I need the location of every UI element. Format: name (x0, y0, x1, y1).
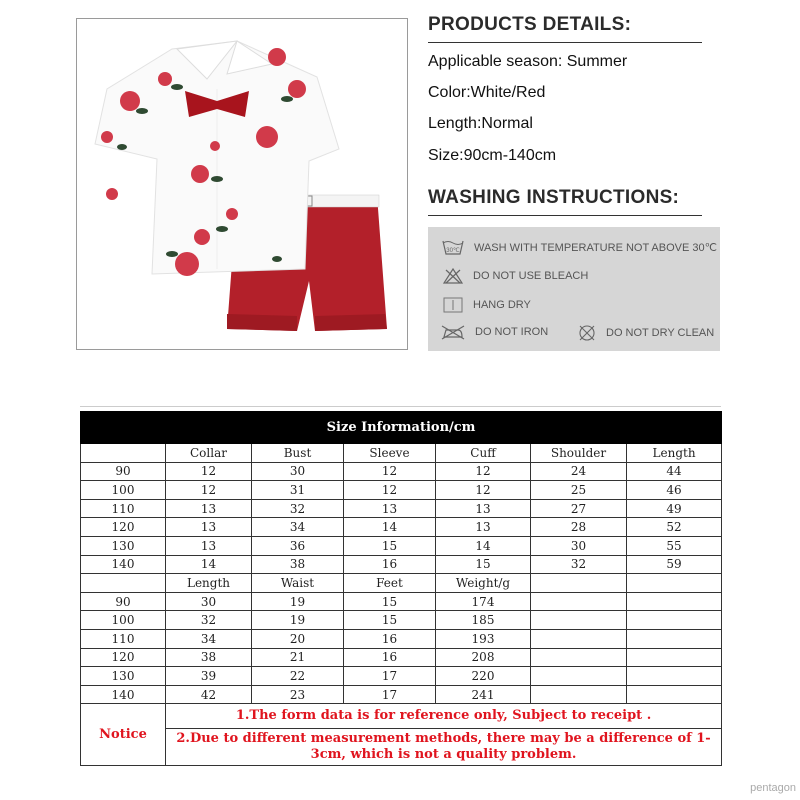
table-cell: 30 (252, 462, 344, 481)
table-cell (531, 667, 627, 686)
table-row (81, 536, 722, 555)
table-cell: 19 (252, 592, 344, 611)
wash-label: WASH WITH TEMPERATURE NOT ABOVE 30℃ (474, 241, 717, 254)
column-header: Collar (166, 444, 252, 463)
table-cell: 16 (344, 648, 436, 667)
table-cell: 20 (252, 629, 344, 648)
column-header: Waist (252, 574, 344, 593)
table-cell: 193 (436, 629, 531, 648)
wash-label: DO NOT DRY CLEAN (606, 327, 715, 339)
size-label-cell: 90 (81, 462, 166, 481)
size-label-cell: 130 (81, 667, 166, 686)
size-label-cell: 110 (81, 499, 166, 518)
table-cell (627, 685, 722, 704)
table-cell: 38 (166, 648, 252, 667)
table-cell: 15 (344, 611, 436, 630)
table-cell: 15 (344, 592, 436, 611)
table-cell: 13 (166, 518, 252, 537)
table-cell: 220 (436, 667, 531, 686)
column-header: Weight/g (436, 574, 531, 593)
column-header: Feet (344, 574, 436, 593)
size-label-cell: 100 (81, 611, 166, 630)
no-dry-clean-icon (578, 324, 596, 342)
table-cell: 44 (627, 462, 722, 481)
wash-item-temperature (442, 239, 717, 255)
table-cell (627, 667, 722, 686)
table-cell: 15 (344, 536, 436, 555)
table-cell: 12 (436, 481, 531, 500)
table-cell: 174 (436, 592, 531, 611)
table-cell: 13 (344, 499, 436, 518)
shorts-size-section (81, 574, 722, 704)
product-details-title: PRODUCTS DETAILS: (428, 14, 632, 35)
table-cell: 31 (252, 481, 344, 500)
table-cell: 28 (531, 518, 627, 537)
notice-row-2 (81, 729, 722, 766)
notice-2: 2.Due to different measurement methods, there may be a difference of 1-3cm, which is not a quality problem. (166, 729, 722, 766)
product-details (428, 14, 708, 164)
notice-row-1 (81, 704, 722, 729)
wash-item-iron (441, 324, 548, 340)
size-label-cell: 120 (81, 518, 166, 537)
table-cell: 23 (252, 685, 344, 704)
column-header: Shoulder (531, 444, 627, 463)
no-bleach-icon (443, 268, 463, 284)
table-cell: 12 (344, 481, 436, 500)
table-cell (627, 592, 722, 611)
table-cell: 17 (344, 667, 436, 686)
table-row (81, 499, 722, 518)
no-iron-icon (441, 324, 465, 340)
column-header: Sleeve (344, 444, 436, 463)
table-cell: 36 (252, 536, 344, 555)
table-row (81, 611, 722, 630)
column-header: Bust (252, 444, 344, 463)
table-cell: 34 (166, 629, 252, 648)
wash-label: HANG DRY (473, 299, 531, 311)
table-cell: 25 (531, 481, 627, 500)
column-header: Cuff (436, 444, 531, 463)
wash-label: DO NOT USE BLEACH (473, 270, 589, 282)
washing-section (428, 187, 702, 216)
table-cell (531, 685, 627, 704)
size-label-cell: 90 (81, 592, 166, 611)
table-row (81, 592, 722, 611)
table-cell: 12 (344, 462, 436, 481)
size-table (80, 411, 722, 766)
table-cell: 13 (436, 518, 531, 537)
table-cell: 208 (436, 648, 531, 667)
table-cell: 24 (531, 462, 627, 481)
table-cell: 16 (344, 555, 436, 574)
table-cell: 12 (166, 462, 252, 481)
wash-item-dry-clean (578, 324, 714, 342)
size-table-title-row (81, 412, 722, 444)
table-cell: 14 (344, 518, 436, 537)
table-cell: 30 (531, 536, 627, 555)
table-cell: 42 (166, 685, 252, 704)
table-cell: 16 (344, 629, 436, 648)
table-cell (627, 629, 722, 648)
table-cell: 59 (627, 555, 722, 574)
detail-size: Size:90cm-140cm (428, 147, 557, 164)
table-cell: 14 (436, 536, 531, 555)
column-header (81, 574, 166, 593)
table-cell (531, 611, 627, 630)
size-label-cell: 100 (81, 481, 166, 500)
table-cell: 13 (166, 536, 252, 555)
section-divider (80, 406, 721, 407)
size-label-cell: 140 (81, 685, 166, 704)
table-cell: 55 (627, 536, 722, 555)
column-header (531, 574, 627, 593)
shirt-size-section (81, 444, 722, 574)
table-cell (627, 611, 722, 630)
size-label-cell: 120 (81, 648, 166, 667)
floral-shirt (95, 41, 339, 276)
table-row (81, 648, 722, 667)
detail-length: Length:Normal (428, 115, 533, 132)
title-divider (428, 42, 702, 43)
table-cell: 32 (166, 611, 252, 630)
table-cell: 32 (531, 555, 627, 574)
size-label-cell: 110 (81, 629, 166, 648)
detail-color: Color:White/Red (428, 84, 546, 101)
table-cell (531, 629, 627, 648)
table-cell: 30 (166, 592, 252, 611)
table-cell: 32 (252, 499, 344, 518)
table-cell: 185 (436, 611, 531, 630)
table-cell: 34 (252, 518, 344, 537)
notice-label: Notice (81, 704, 166, 766)
table-row (81, 462, 722, 481)
outfit-illustration (77, 19, 407, 349)
column-header: Length (166, 574, 252, 593)
wash-item-hang-dry (443, 297, 531, 313)
size-table-header-row (81, 444, 722, 463)
table-cell: 13 (436, 499, 531, 518)
table-cell: 12 (166, 481, 252, 500)
column-header: Length (627, 444, 722, 463)
table-cell: 19 (252, 611, 344, 630)
detail-season: Applicable season: Summer (428, 53, 628, 70)
table-cell: 38 (252, 555, 344, 574)
table-cell: 49 (627, 499, 722, 518)
hang-dry-icon (443, 297, 463, 313)
table-row (81, 667, 722, 686)
table-cell: 241 (436, 685, 531, 704)
table-cell: 14 (166, 555, 252, 574)
svg-text:30℃: 30℃ (446, 248, 460, 254)
column-header (627, 574, 722, 593)
table-cell: 17 (344, 685, 436, 704)
table-cell: 39 (166, 667, 252, 686)
table-cell: 46 (627, 481, 722, 500)
wash-label: DO NOT IRON (475, 326, 549, 338)
washing-title: WASHING INSTRUCTIONS: (428, 187, 680, 208)
wash-item-bleach (443, 268, 588, 284)
size-label-cell: 130 (81, 536, 166, 555)
table-row (81, 481, 722, 500)
washing-panel (428, 227, 720, 351)
table-cell (531, 592, 627, 611)
table-cell: 15 (436, 555, 531, 574)
table-cell: 27 (531, 499, 627, 518)
title-divider (428, 215, 702, 216)
product-image (76, 18, 408, 350)
watermark: pentagon (750, 782, 796, 794)
table-cell: 13 (166, 499, 252, 518)
size-table-header-row (81, 574, 722, 593)
table-row (81, 685, 722, 704)
size-table-title: Size Information/cm (81, 412, 722, 444)
table-row (81, 518, 722, 537)
notice-1: 1.The form data is for reference only, Subject to receipt . (166, 704, 722, 729)
table-row (81, 629, 722, 648)
table-cell (627, 648, 722, 667)
table-row (81, 555, 722, 574)
table-cell (531, 648, 627, 667)
size-label-cell: 140 (81, 555, 166, 574)
wash-30-icon (442, 239, 464, 255)
table-cell: 52 (627, 518, 722, 537)
table-cell: 22 (252, 667, 344, 686)
table-cell: 12 (436, 462, 531, 481)
table-cell: 21 (252, 648, 344, 667)
column-header (81, 444, 166, 463)
